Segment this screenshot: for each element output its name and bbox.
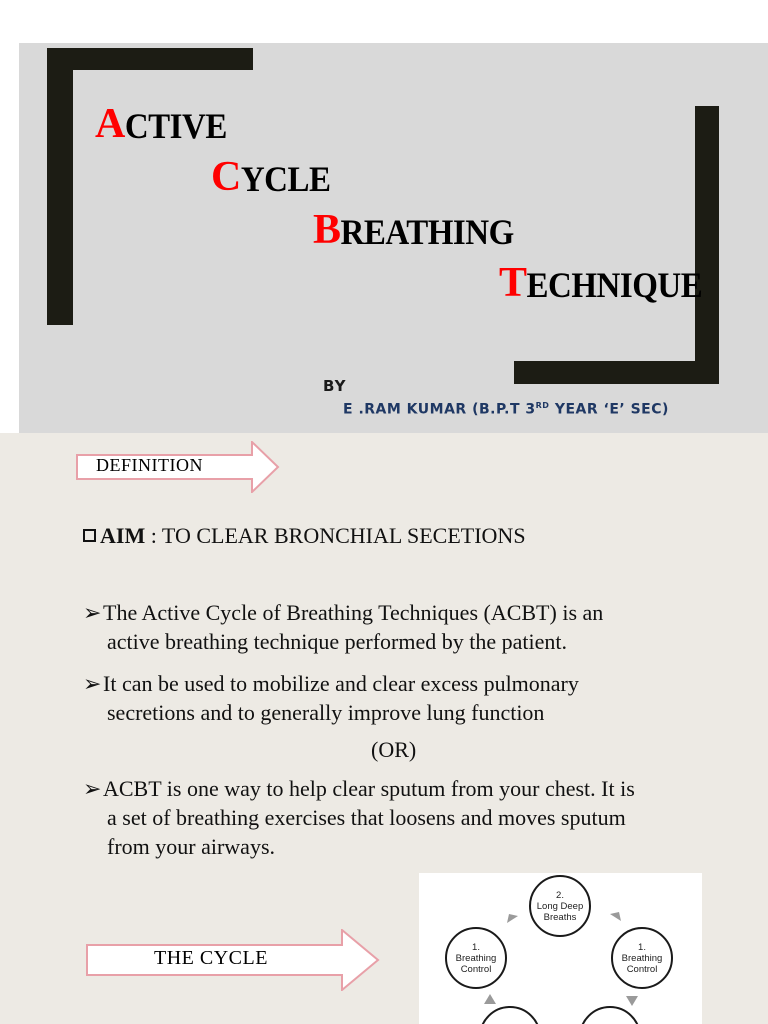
bracket-right-bar <box>695 106 719 384</box>
title-word-breathing: BREATHING <box>313 207 514 253</box>
title-word-active: ACTIVE <box>95 101 227 147</box>
acbt-cycle-diagram <box>419 873 702 1024</box>
arrow-bullet-icon: ➢ <box>83 671 102 696</box>
flow-arrow-icon <box>625 993 639 1007</box>
definition-slide <box>0 433 768 1024</box>
aim-line: AIM : TO CLEAR BRONCHIAL SECETIONS <box>83 523 526 549</box>
cycle-arrow-tag <box>86 929 380 991</box>
author-line: E .RAM KUMAR (B.P.T 3RD YEAR ‘E’ SEC) <box>343 401 669 418</box>
definition-arrow-tag <box>76 441 280 493</box>
cycle-node-long-deep-breaths: 2. Long Deep Breaths <box>529 875 591 937</box>
cycle-node-bottom-right <box>579 1006 641 1024</box>
flow-arrow-icon <box>609 909 623 923</box>
title-slide <box>19 43 768 433</box>
by-label: BY <box>323 377 347 395</box>
bullet-acbt-definition: ➢The Active Cycle of Breathing Techniques (ACBT) is an active breathing technique performed by the patient. <box>83 600 604 654</box>
bullet-clear-sputum: ➢ACBT is one way to help clear sputum from your chest. It is a set of breathing exercises that loosens and moves sputum from your airways. <box>83 776 635 859</box>
title-word-cycle: CYCLE <box>211 154 331 200</box>
cycle-node-breathing-control-left: 1. Breathing Control <box>445 927 507 989</box>
or-separator: (OR) <box>371 737 417 762</box>
bracket-bottom-bar <box>514 361 719 384</box>
cycle-node-bottom-left <box>479 1006 541 1024</box>
arrow-bullet-icon: ➢ <box>83 776 102 801</box>
definition-label: DEFINITION <box>96 455 203 475</box>
checkbox-bullet-icon <box>83 529 96 542</box>
cycle-node-breathing-control-right: 1. Breathing Control <box>611 927 673 989</box>
flow-arrow-icon <box>483 993 497 1007</box>
bracket-top-bar <box>47 48 253 70</box>
title-word-technique: TECHNIQUE <box>499 260 703 306</box>
bracket-left-bar <box>47 48 73 325</box>
flow-arrow-icon <box>505 911 519 925</box>
arrow-bullet-icon: ➢ <box>83 600 102 625</box>
bullet-mobilize-secretions: ➢It can be used to mobilize and clear excess pulmonary secretions and to generally improve lung function <box>83 671 579 725</box>
cycle-label: THE CYCLE <box>154 947 268 969</box>
